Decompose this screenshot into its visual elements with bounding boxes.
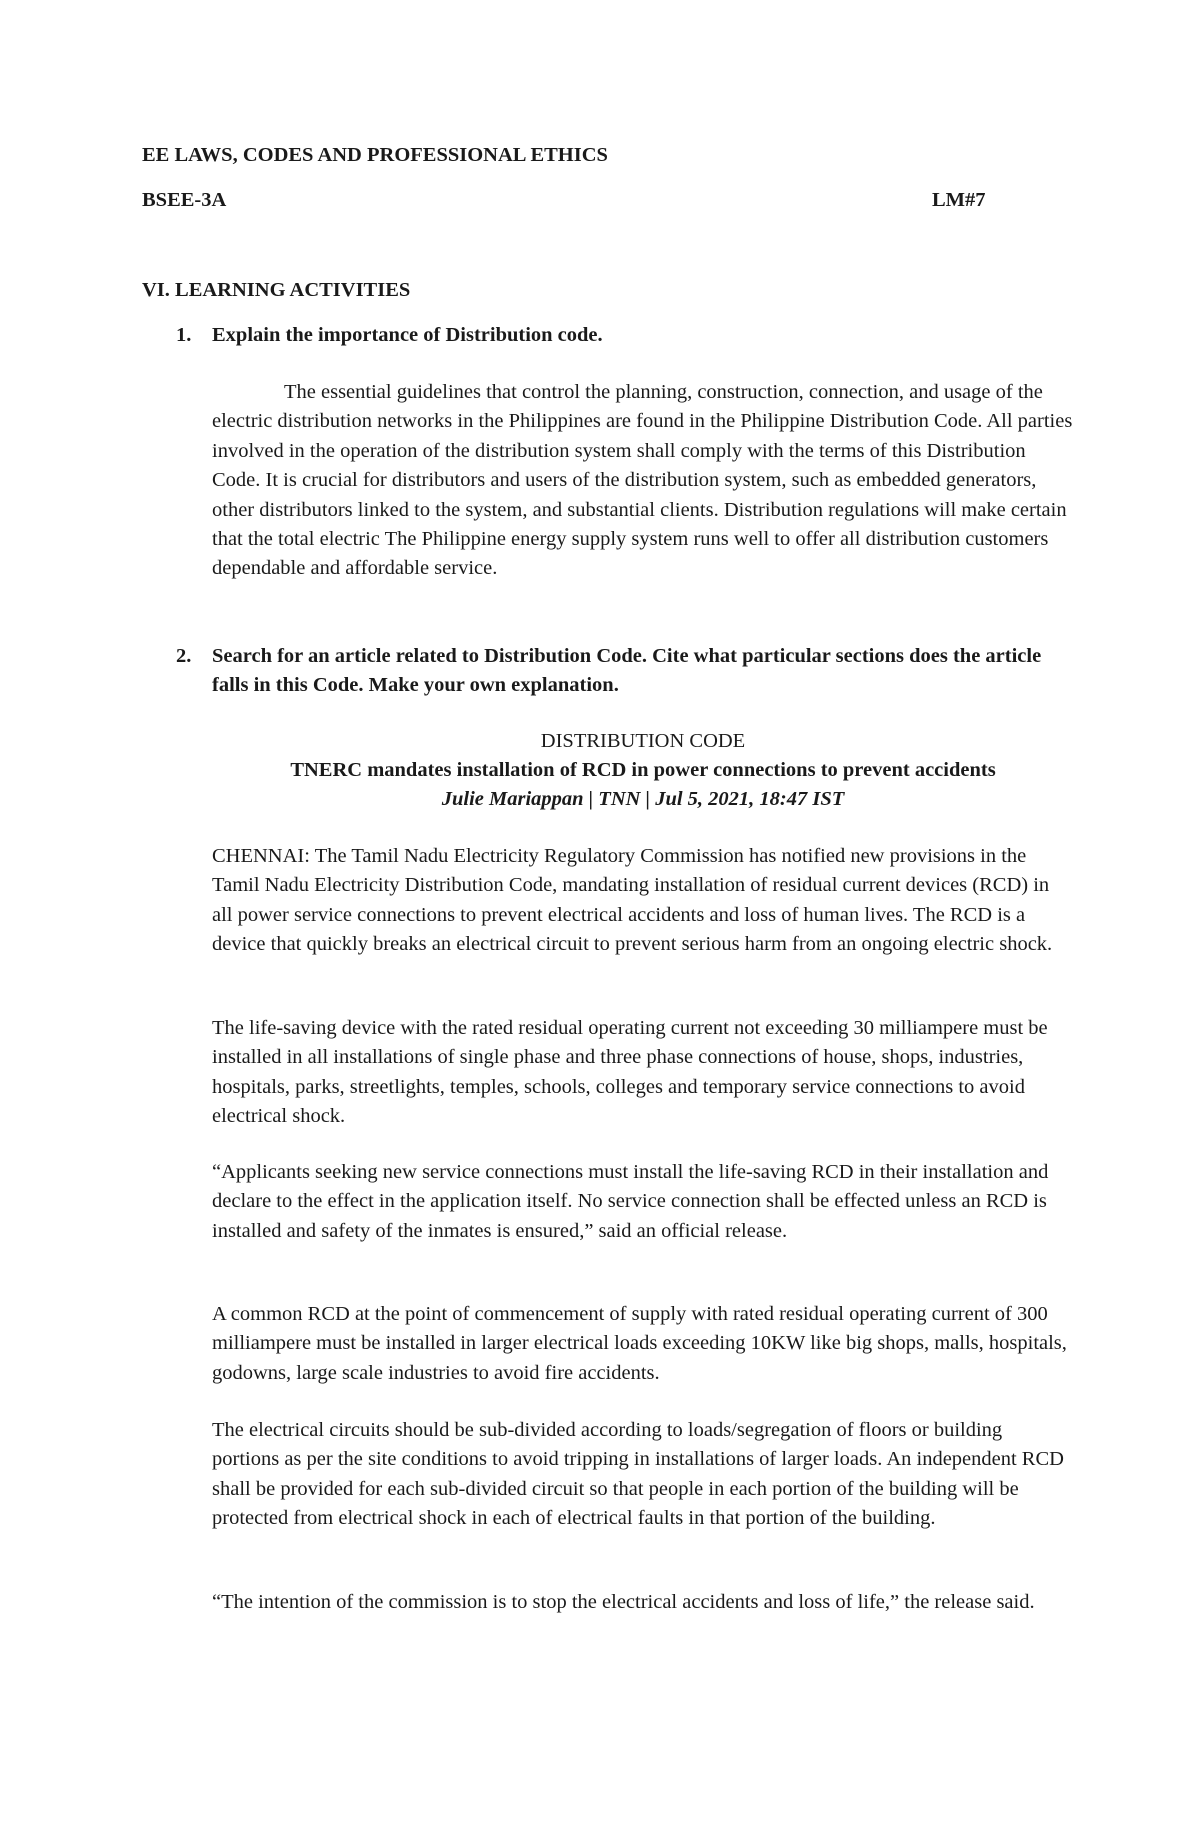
section-heading: VI. LEARNING ACTIVITIES	[142, 279, 411, 301]
question-1-answer: The essential guidelines that control the planning, construction, connection, and usage of the electric distribution networks in the Philippines are found in the Philippine Distribution Code. All parties involved in the operation of the distribution system shall comply with the terms of this Distribution Code. It is crucial for distributors and users of the distribution system, such as embedded generators, other distributors linked to the system, and substantial clients. Distribution regulations will make certain that the total electric The Philippine energy supply system runs well to offer all distribution customers dependable and affordable service.	[212, 381, 1073, 580]
article-paragraph: The electrical circuits should be sub-divided according to loads/segregation of floors or building portions as per the site conditions to avoid tripping in installations of larger loads. An independent RCD shall be provided for each sub-divided circuit so that people in each portion of the building will be protected from electrical shock in each of electrical faults in that portion of the building.	[212, 1419, 1064, 1530]
article-paragraph: CHENNAI: The Tamil Nadu Electricity Regulatory Commission has notified new provisions in the Tamil Nadu Electricity Distribution Code, mandating installation of residual current devices (RCD) in all power service connections to prevent electrical accidents and loss of human lives. The RCD is a device that quickly breaks an electrical circuit to prevent serious harm from an ongoing electric shock.	[212, 845, 1053, 956]
article-label: DISTRIBUTION CODE	[540, 730, 746, 752]
article-paragraph: “The intention of the commission is to stop the electrical accidents and loss of life,” the release said.	[212, 1591, 1035, 1613]
course-title: EE LAWS, CODES AND PROFESSIONAL ETHICS	[142, 144, 608, 166]
article-byline: Julie Mariappan | TNN | Jul 5, 2021, 18:47 IST	[441, 788, 845, 810]
article-paragraph: The life-saving device with the rated residual operating current not exceeding 30 milliampere must be installed in all installations of single phase and three phase connections of house, shops, industries, hospitals, parks, streetlights, temples, schools, colleges and temporary service connections to avoid electrical shock.	[212, 1017, 1048, 1128]
article-paragraph: A common RCD at the point of commencement of supply with rated residual operating current of 300 milliampere must be installed in larger electrical loads exceeding 10KW like big shops, malls, hospitals, godowns, large scale industries to avoid fire accidents.	[212, 1303, 1067, 1384]
article-paragraph: “Applicants seeking new service connections must install the life-saving RCD in their installation and declare to the effect in the application itself. No service connection shall be effected unless an RCD is installed and safety of the inmates is ensured,” said an official release.	[212, 1161, 1049, 1242]
question-1-number: 1.	[176, 324, 192, 346]
question-2-text: Search for an article related to Distribution Code. Cite what particular sections does the article falls in this Code. Make your own explanation.	[212, 645, 1042, 697]
article-title: TNERC mandates installation of RCD in power connections to prevent accidents	[290, 759, 996, 781]
question-2-number: 2.	[176, 645, 192, 667]
section-label: BSEE-3A	[142, 189, 227, 211]
module-label: LM#7	[932, 189, 986, 211]
question-1-text: Explain the importance of Distribution code.	[212, 324, 603, 346]
